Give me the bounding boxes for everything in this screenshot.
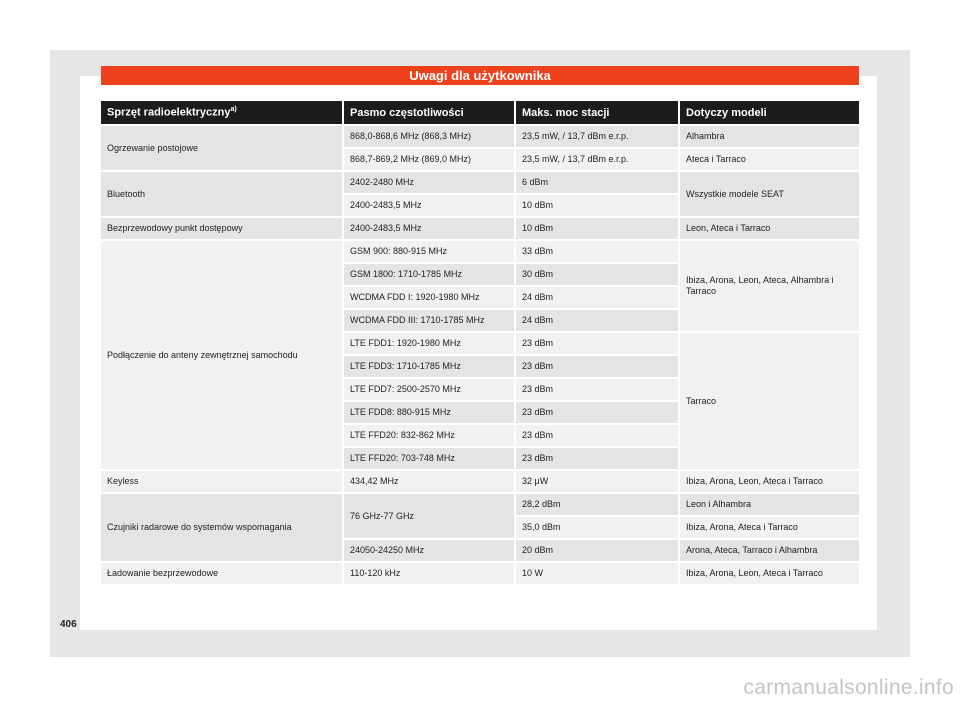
power-cell: 10 W xyxy=(514,563,678,586)
column-header-models: Dotyczy modeli xyxy=(678,101,859,126)
power-cell: 23,5 mW, / 13,7 dBm e.r.p. xyxy=(514,149,678,172)
equipment-cell: Podłączenie do anteny zewnętrznej samochodu xyxy=(101,241,342,471)
band-cell: LTE FFD20: 832-862 MHz xyxy=(342,425,514,448)
equipment-cell: Keyless xyxy=(101,471,342,494)
band-cell: LTE FDD1: 1920-1980 MHz xyxy=(342,333,514,356)
table-row xyxy=(101,494,859,517)
band-cell: 110-120 kHz xyxy=(342,563,514,586)
band-cell: GSM 900: 880-915 MHz xyxy=(342,241,514,264)
band-cell: LTE FDD8: 880-915 MHz xyxy=(342,402,514,425)
models-cell: Arona, Ateca, Tarraco i Alhambra xyxy=(678,540,859,563)
models-cell: Leon, Ateca i Tarraco xyxy=(678,218,859,241)
band-cell: WCDMA FDD III: 1710-1785 MHz xyxy=(342,310,514,333)
models-cell: Tarraco xyxy=(678,333,859,471)
band-cell: 868,0-868,6 MHz (868,3 MHz) xyxy=(342,126,514,149)
table-row xyxy=(101,241,859,264)
table-header-row xyxy=(101,101,859,126)
band-cell: LTE FDD3: 1710-1785 MHz xyxy=(342,356,514,379)
power-cell: 24 dBm xyxy=(514,310,678,333)
page-number: 406 xyxy=(60,619,77,630)
band-cell: 76 GHz-77 GHz xyxy=(342,494,514,540)
band-cell: 24050-24250 MHz xyxy=(342,540,514,563)
power-cell: 23 dBm xyxy=(514,379,678,402)
band-cell: 2402-2480 MHz xyxy=(342,172,514,195)
band-cell: GSM 1800: 1710-1785 MHz xyxy=(342,264,514,287)
power-cell: 23 dBm xyxy=(514,425,678,448)
power-cell: 30 dBm xyxy=(514,264,678,287)
table-row xyxy=(101,563,859,586)
equipment-cell: Ogrzewanie postojowe xyxy=(101,126,342,172)
models-cell: Ibiza, Arona, Leon, Ateca, Alhambra i Tarraco xyxy=(678,241,859,333)
power-cell: 23 dBm xyxy=(514,402,678,425)
table-row xyxy=(101,126,859,149)
power-cell: 6 dBm xyxy=(514,172,678,195)
power-cell: 32 µW xyxy=(514,471,678,494)
column-header-band: Pasmo częstotliwości xyxy=(342,101,514,126)
equipment-cell: Bluetooth xyxy=(101,172,342,218)
equipment-cell: Bezprzewodowy punkt dostępowy xyxy=(101,218,342,241)
power-cell: 10 dBm xyxy=(514,195,678,218)
power-cell: 23 dBm xyxy=(514,356,678,379)
power-cell: 24 dBm xyxy=(514,287,678,310)
equipment-cell: Ładowanie bezprzewodowe xyxy=(101,563,342,586)
models-cell: Ibiza, Arona, Ateca i Tarraco xyxy=(678,517,859,540)
power-cell: 35,0 dBm xyxy=(514,517,678,540)
power-cell: 33 dBm xyxy=(514,241,678,264)
models-cell: Ibiza, Arona, Leon, Ateca i Tarraco xyxy=(678,563,859,586)
power-cell: 23 dBm xyxy=(514,448,678,471)
band-cell: 2400-2483,5 MHz xyxy=(342,218,514,241)
radio-equipment-table xyxy=(101,101,859,586)
power-cell: 23,5 mW, / 13,7 dBm e.r.p. xyxy=(514,126,678,149)
power-cell: 20 dBm xyxy=(514,540,678,563)
band-cell: LTE FFD20: 703-748 MHz xyxy=(342,448,514,471)
band-cell: 868,7-869,2 MHz (869,0 MHz) xyxy=(342,149,514,172)
models-cell: Alhambra xyxy=(678,126,859,149)
equipment-cell: Czujniki radarowe do systemów wspomagania xyxy=(101,494,342,563)
band-cell: 434,42 MHz xyxy=(342,471,514,494)
band-cell: WCDMA FDD I: 1920-1980 MHz xyxy=(342,287,514,310)
column-header-equipment: Sprzęt radioelektryczny$^{a)}$ xyxy=(101,101,342,126)
models-cell: Ateca i Tarraco xyxy=(678,149,859,172)
band-cell: 2400-2483,5 MHz xyxy=(342,195,514,218)
table-row xyxy=(101,218,859,241)
watermark: carmanualsonline.info xyxy=(743,676,954,699)
column-header-power: Maks. moc stacji xyxy=(514,101,678,126)
table-row xyxy=(101,172,859,195)
table-row xyxy=(101,471,859,494)
section-title: Uwagi dla użytkownika xyxy=(101,66,859,85)
power-cell: 23 dBm xyxy=(514,333,678,356)
models-cell: Ibiza, Arona, Leon, Ateca i Tarraco xyxy=(678,471,859,494)
band-cell: LTE FDD7: 2500-2570 MHz xyxy=(342,379,514,402)
models-cell: Wszystkie modele SEAT xyxy=(678,172,859,218)
models-cell: Leon i Alhambra xyxy=(678,494,859,517)
power-cell: 28,2 dBm xyxy=(514,494,678,517)
power-cell: 10 dBm xyxy=(514,218,678,241)
